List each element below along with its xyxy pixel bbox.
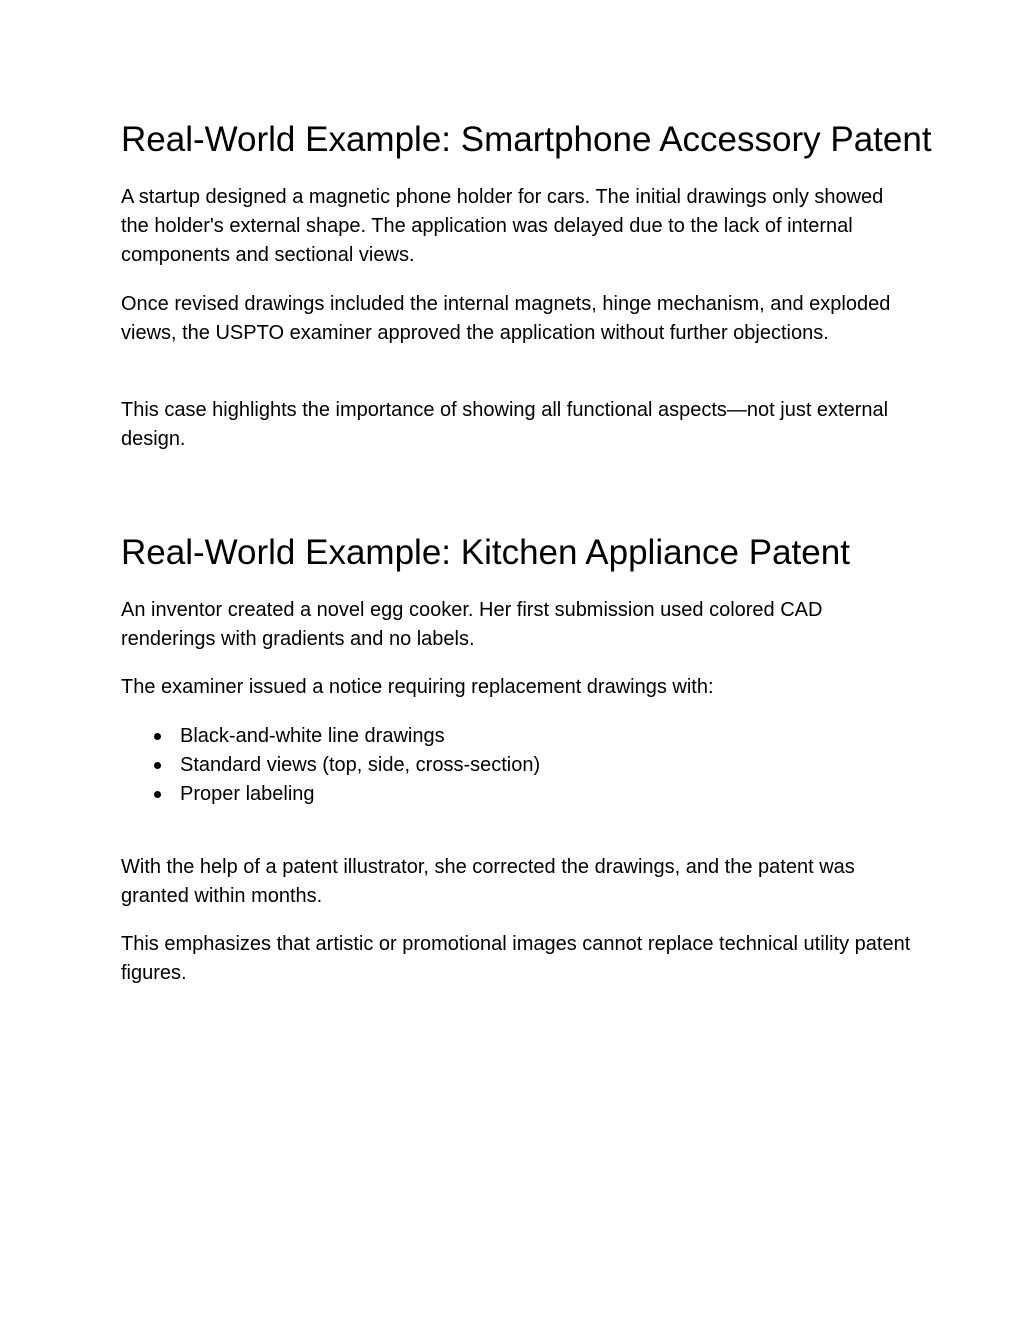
bullet-icon [154,762,161,769]
bullet-icon [154,733,161,740]
list-item-text: Proper labeling [180,783,315,805]
paragraph-patent-illustrator: With the help of a patent illustrator, she corrected the drawings, and the patent was granted within months. [121,856,855,907]
list-item-text: Black-and-white line drawings [180,725,445,747]
section-heading-kitchen-appliance: Real-World Example: Kitchen Appliance Patent [121,533,850,572]
requirements-list [121,722,911,809]
paragraph-startup-phone-holder: A startup designed a magnetic phone holder for cars. The initial drawings only showed the holder's external shape. The application was delayed due to the lack of internal components and sectional views. [121,186,884,266]
section-heading-smartphone-accessory: Real-World Example: Smartphone Accessory Patent [121,120,932,159]
paragraph-examiner-notice: The examiner issued a notice requiring replacement drawings with: [121,676,714,698]
list-item [121,722,911,751]
list-item [121,751,911,780]
paragraph-emphasizes: This emphasizes that artistic or promotional images cannot replace technical utility patent figures. [121,933,911,984]
list-item [121,780,911,809]
list-item-text: Standard views (top, side, cross-section) [180,754,541,776]
bullet-icon [154,791,161,798]
paragraph-case-highlights: This case highlights the importance of showing all functional aspects—not just external design. [121,399,889,450]
paragraph-egg-cooker: An inventor created a novel egg cooker. Her first submission used colored CAD renderings with gradients and no labels. [121,599,823,650]
paragraph-revised-drawings: Once revised drawings included the internal magnets, hinge mechanism, and exploded views, the USPTO examiner approved the application without further objections. [121,293,891,344]
